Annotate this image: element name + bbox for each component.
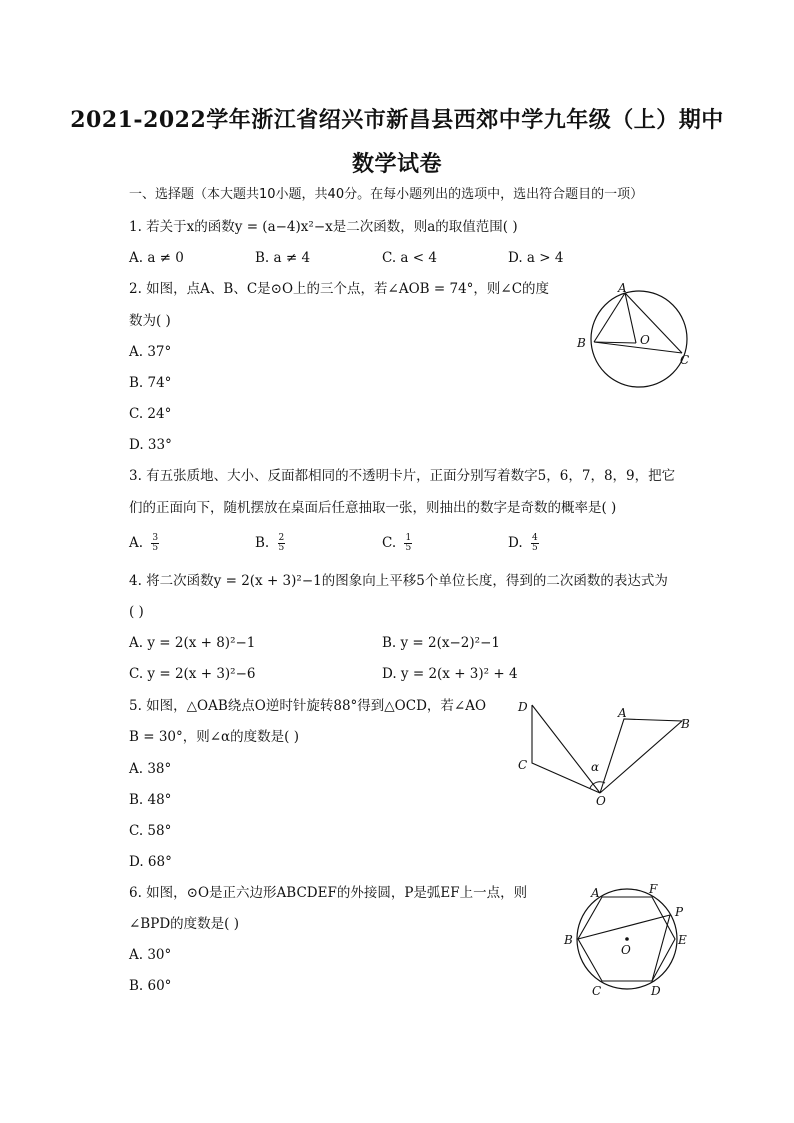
label-f: F xyxy=(649,882,658,896)
q4-stem-line1: 4. 将二次函数y = 2(x + 3)²−1的图象向上平移5个单位长度，得到的二次函数的表达式为 xyxy=(129,573,668,589)
q1-option-b: B. a ≠ 4 xyxy=(255,250,311,266)
q3-option-d xyxy=(508,534,539,553)
q2-stem-line2: 数为( ) xyxy=(129,313,171,329)
q2-option-a: A. 37° xyxy=(129,344,172,360)
q5-option-a: A. 38° xyxy=(129,761,172,777)
q2-option-b: B. 74° xyxy=(129,375,172,391)
center-dot xyxy=(625,937,629,941)
segment-ao xyxy=(625,293,636,343)
chord-ab xyxy=(594,293,625,342)
q3-b-den: 5 xyxy=(278,543,285,553)
q3-option-d-letter: D. xyxy=(508,535,523,551)
chord-ac xyxy=(625,293,682,353)
label-d: D xyxy=(651,984,661,998)
q3-option-a xyxy=(129,534,159,553)
segment-pd xyxy=(652,915,670,981)
q5-stem-line2: B = 30°，则∠α的度数是( ) xyxy=(129,729,299,745)
q3-option-a-fraction xyxy=(151,534,159,553)
label-o: O xyxy=(596,794,606,808)
label-a: A xyxy=(591,886,600,900)
label-b: B xyxy=(681,717,690,731)
segment-bp xyxy=(578,915,670,939)
label-c: C xyxy=(680,353,690,367)
triangle-ocd xyxy=(532,705,600,793)
q2-stem-line1: 2. 如图，点A、B、C是⊙O上的三个点，若∠AOB = 74°，则∠C的度 xyxy=(129,281,550,297)
label-alpha: α xyxy=(591,760,600,774)
q3-c-den: 5 xyxy=(405,543,412,553)
q2-option-d: D. 33° xyxy=(129,437,172,453)
label-c: C xyxy=(592,984,602,998)
q6-option-a: A. 30° xyxy=(129,947,172,963)
q1-option-a: A. a ≠ 0 xyxy=(129,250,184,266)
q4-option-d: D. y = 2(x + 3)² + 4 xyxy=(382,666,518,682)
q3-a-num: 3 xyxy=(152,533,159,543)
q3-stem-line1: 3. 有五张质地、大小、反面都相同的不透明卡片，正面分别写着数字5，6，7，8，9，把它 xyxy=(129,468,676,484)
q3-a-den: 5 xyxy=(152,543,159,553)
q4-option-b: B. y = 2(x−2)²−1 xyxy=(382,635,500,651)
q5-option-d: D. 68° xyxy=(129,854,172,870)
q3-d-num: 4 xyxy=(531,533,538,543)
label-b: B xyxy=(564,933,573,947)
label-d: D xyxy=(518,700,528,714)
label-o: O xyxy=(621,943,631,957)
q3-option-b xyxy=(255,534,285,553)
q3-option-b-fraction xyxy=(278,534,286,553)
q6-stem-line1: 6. 如图，⊙O是正六边形ABCDEF的外接圆，P是弧EF上一点，则 xyxy=(129,885,528,901)
label-a: A xyxy=(618,706,627,720)
q1-option-d: D. a > 4 xyxy=(508,250,564,266)
q3-d-den: 5 xyxy=(531,543,538,553)
q5-option-c: C. 58° xyxy=(129,823,172,839)
q6-option-b: B. 60° xyxy=(129,978,172,994)
label-p: P xyxy=(675,905,684,919)
q5-option-b: B. 48° xyxy=(129,792,172,808)
label-a: A xyxy=(618,281,627,295)
chord-bc xyxy=(594,342,682,353)
section-heading: 一、选择题（本大题共10小题，共40分。在每小题列出的选项中，选出符合题目的一项） xyxy=(129,187,644,202)
q2-option-c: C. 24° xyxy=(129,406,172,422)
q3-c-num: 1 xyxy=(405,533,412,543)
q3-option-c-fraction xyxy=(404,534,412,553)
q4-option-a: A. y = 2(x + 8)²−1 xyxy=(129,635,256,651)
q6-stem-line2: ∠BPD的度数是( ) xyxy=(129,916,239,932)
q4-stem-line2: ( ) xyxy=(129,604,144,620)
q3-option-d-fraction xyxy=(531,534,539,553)
q1-option-c: C. a < 4 xyxy=(382,250,437,266)
exam-title: 2021-2022学年浙江省绍兴市新昌县西郊中学九年级（上）期中 xyxy=(70,107,724,133)
q3-b-num: 2 xyxy=(278,533,285,543)
triangle-oab xyxy=(600,719,682,793)
q5-rotation-figure xyxy=(510,695,700,810)
q2-circle-figure xyxy=(570,280,700,390)
label-b: B xyxy=(577,336,586,350)
circle-o xyxy=(591,291,690,387)
q3-option-b-letter: B. xyxy=(255,535,270,551)
label-c: C xyxy=(518,758,528,772)
q6-hexagon-figure xyxy=(560,880,700,1000)
q5-stem-line1: 5. 如图，△OAB绕点O逆时针旋转88°得到△OCD，若∠AO xyxy=(129,698,487,714)
label-e: E xyxy=(678,933,687,947)
q1-stem: 1. 若关于x的函数y = (a−4)x²−x是二次函数，则a的取值范围( ) xyxy=(129,219,518,235)
exam-subtitle: 数学试卷 xyxy=(351,151,442,177)
q3-stem-line2: 们的正面向下，随机摆放在桌面后任意抽取一张，则抽出的数字是奇数的概率是( ) xyxy=(129,500,617,516)
q4-option-c: C. y = 2(x + 3)²−6 xyxy=(129,666,256,682)
q3-option-c xyxy=(382,534,412,553)
q3-option-c-letter: C. xyxy=(382,535,397,551)
label-o: O xyxy=(640,333,650,347)
q3-option-a-letter: A. xyxy=(129,535,144,551)
